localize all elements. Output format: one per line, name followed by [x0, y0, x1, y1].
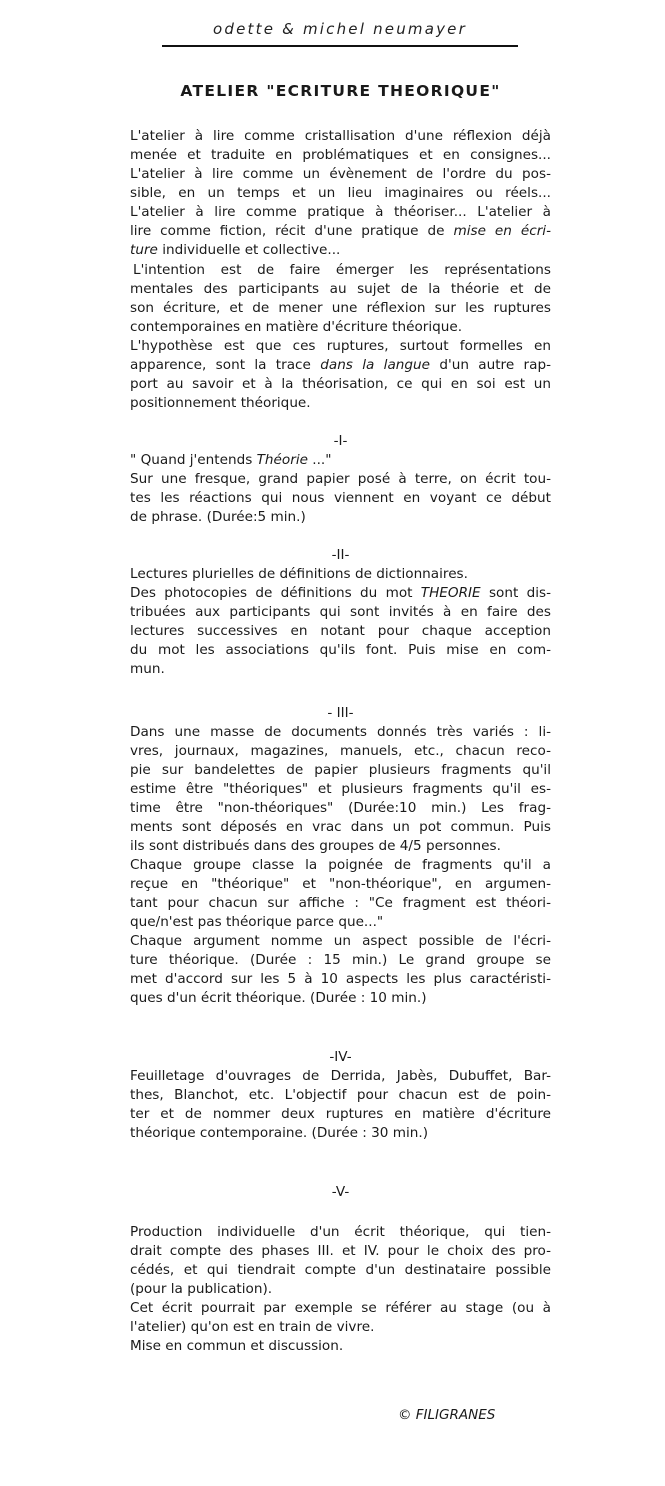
text-run: ..." — [307, 452, 332, 468]
text-line: ments sont déposés en vrac dans un pot commun. Puis — [130, 819, 551, 835]
section-5 — [130, 1183, 551, 1356]
text-line: que/n'est pas théorique parce que..." — [130, 914, 384, 930]
text-line — [130, 584, 551, 603]
text-line: tant pour chacun sur affiche : "Ce fragment est théori- — [130, 895, 551, 911]
text-line: Dans une masse de documents donnés très variés : li- — [130, 724, 551, 740]
section-3 — [130, 704, 551, 1008]
text-line: vres, journaux, magazines, manuels, etc., chacun reco- — [130, 743, 551, 759]
text-run: d'un autre rap- — [430, 357, 551, 373]
text-line: ter et de nommer deux ruptures en matière d'écriture — [130, 1106, 551, 1122]
text-run: lire comme fiction, récit d'une pratique de — [130, 223, 454, 239]
intro-paragraph-2 — [130, 261, 551, 337]
text-line: L'atelier à lire comme pratique à théoriser... L'atelier à — [130, 204, 551, 220]
author-name: odette & michel neumayer — [213, 20, 467, 38]
section-heading: -II- — [331, 547, 350, 563]
text-line: contemporaines en matière d'écriture théorique. — [130, 319, 463, 335]
text-line: thes, Blanchot, etc. L'objectif pour chacun est de poin- — [130, 1087, 551, 1103]
text-line: sible, en un temps et un lieu imaginaires ou réels... — [130, 185, 551, 201]
text-line: ture théorique. (Durée : 15 min.) Le grand groupe se — [130, 952, 551, 968]
emphasis-text: mise en écri- — [453, 223, 551, 239]
copyright-notice: © FILIGRANES — [398, 1407, 496, 1423]
emphasis-text: Théorie — [256, 452, 308, 468]
emphasis-text: THEORIE — [420, 585, 481, 601]
text-line: pie sur bandelettes de papier plusieurs fragments qu'il — [130, 762, 551, 778]
section-heading: -I- — [333, 433, 348, 449]
text-line: Production individuelle d'un écrit théorique, qui tien- — [130, 1224, 551, 1240]
text-line: de phrase. (Durée:5 min.) — [130, 509, 306, 525]
text-line: Feuilletage d'ouvrages de Derrida, Jabès, Dubuffet, Bar- — [130, 1068, 551, 1084]
text-line: L'hypothèse est que ces ruptures, surtout formelles en — [130, 338, 551, 354]
text-run: Des photocopies de définitions du mot — [130, 585, 421, 601]
text-line: time être "non-théoriques" (Durée:10 min.) Les frag- — [130, 800, 551, 816]
text-line: du mot les associations qu'ils font. Puis mise en com- — [130, 642, 551, 658]
text-line — [130, 356, 551, 375]
header-rule — [162, 45, 518, 47]
section-1 — [130, 432, 551, 527]
section-2 — [130, 546, 551, 679]
text-line — [130, 451, 551, 470]
text-line: lectures successives en notant pour chaque acception — [130, 623, 551, 639]
text-run: sont dis- — [480, 585, 551, 601]
text-line: Chaque argument nomme un aspect possible de l'écri- — [130, 933, 551, 949]
text-line: théorique contemporaine. (Durée : 30 min.) — [130, 1125, 429, 1141]
text-line: reçue en "théorique" et "non-théorique", en argumen- — [130, 876, 551, 892]
text-line: port au savoir et à la théorisation, ce qui en soi est un — [130, 376, 551, 392]
text-run: individuelle et collective... — [157, 242, 341, 258]
text-line: tes les réactions qui nous viennent en voyant ce début — [130, 490, 551, 506]
section-heading: -V- — [331, 1184, 350, 1200]
text-line: mun. — [130, 661, 165, 677]
section-4 — [130, 1048, 551, 1143]
text-line: l'atelier) qu'on est en train de vivre. — [130, 1319, 375, 1335]
text-line — [130, 241, 551, 260]
section-heading: - III- — [327, 705, 354, 721]
page-title: ATELIER "ECRITURE THEORIQUE" — [180, 82, 501, 100]
text-line: estime être "théoriques" et plusieurs fragments qu'il es- — [130, 781, 551, 797]
text-line: cédés, et qui tiendrait compte d'un destinataire possible — [130, 1262, 551, 1278]
text-line: L'intention est de faire émerger les représentations — [133, 262, 551, 278]
text-line: ques d'un écrit théorique. (Durée : 10 min.) — [130, 990, 427, 1006]
text-line: (pour la publication). — [130, 1281, 273, 1297]
text-line: tribuées aux participants qui sont invités à en faire des — [130, 604, 551, 620]
emphasis-text: ture — [130, 242, 158, 258]
text-line: positionnement théorique. — [130, 395, 311, 411]
text-line: Sur une fresque, grand papier posé à terre, on écrit tou- — [130, 471, 551, 487]
text-line: son écriture, et de mener une réflexion sur les ruptures — [130, 300, 551, 316]
text-run: apparence, sont la trace — [130, 357, 321, 373]
text-line: L'atelier à lire comme cristallisation d'une réflexion déjà — [130, 128, 551, 144]
text-line: menée et traduite en problématiques et en consignes... — [130, 147, 551, 163]
text-line: L'atelier à lire comme un évènement de l'ordre du pos- — [130, 166, 551, 182]
section-heading: -IV- — [329, 1049, 352, 1065]
text-run: " Quand j'entends — [130, 452, 257, 468]
emphasis-text: dans la langue — [320, 357, 430, 373]
spacer — [130, 1202, 551, 1223]
intro-paragraph-3 — [130, 337, 551, 413]
intro-paragraph-1 — [130, 127, 551, 260]
text-line: Lectures plurielles de définitions de dictionnaires. — [130, 566, 468, 582]
text-line: Mise en commun et discussion. — [130, 1338, 344, 1354]
text-line — [130, 222, 551, 241]
text-line: drait compte des phases III. et IV. pour le choix des pro- — [130, 1243, 551, 1259]
text-line: Chaque groupe classe la poignée de fragments qu'il a — [130, 857, 551, 873]
text-line: met d'accord sur les 5 à 10 aspects les plus caractéristi- — [130, 971, 551, 987]
text-line: mentales des participants au sujet de la théorie et de — [130, 281, 551, 297]
text-line: Cet écrit pourrait par exemple se référer au stage (ou à — [130, 1300, 551, 1316]
text-line: ils sont distribués dans des groupes de 4/5 personnes. — [130, 838, 501, 854]
